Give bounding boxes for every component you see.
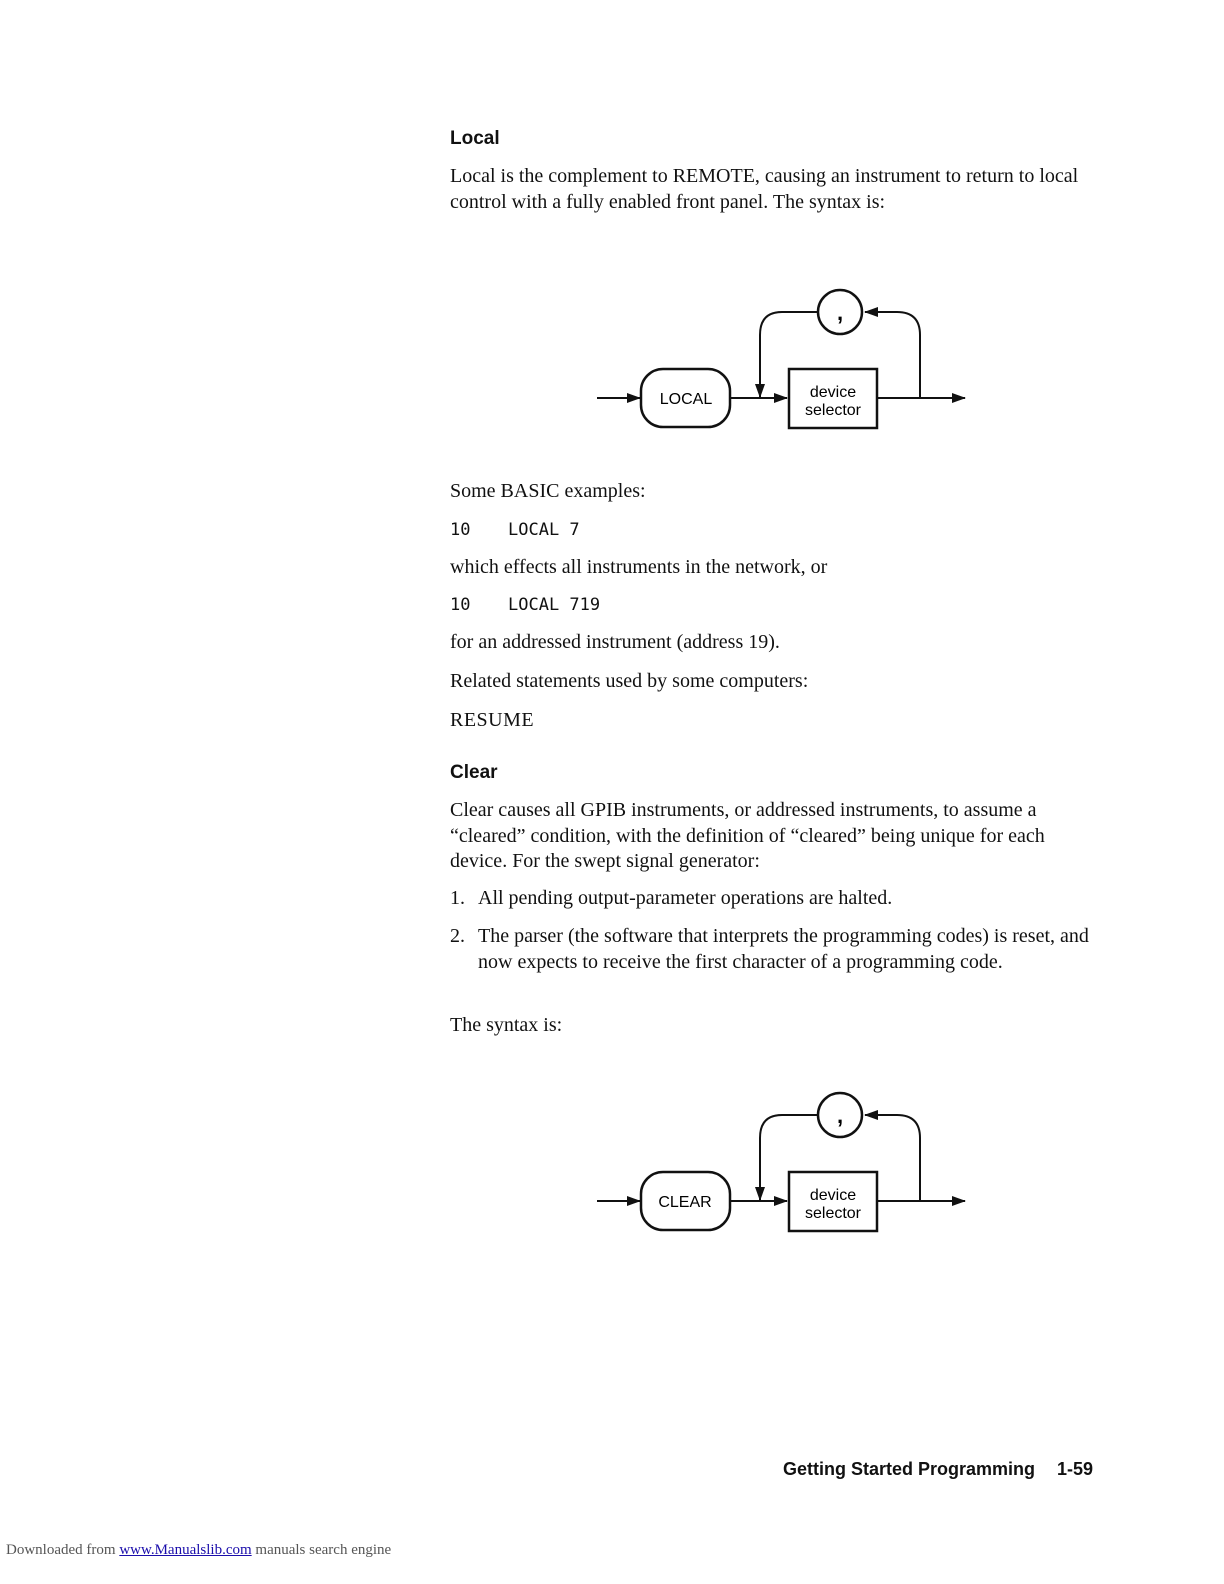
list-item: [450, 924, 1100, 975]
list-item: [450, 886, 1100, 912]
page-footer: [783, 1459, 1093, 1480]
comma-separator-label: ,: [836, 300, 844, 325]
manualslib-link[interactable]: www.Manualslib.com: [119, 1542, 252, 1558]
example-2-line-number: 10: [450, 595, 471, 615]
device-selector-line1: device: [809, 384, 857, 401]
device-selector-line2: selector: [804, 1205, 862, 1222]
list-item-number: 2.: [450, 925, 465, 947]
download-note: [6, 1542, 391, 1559]
footer-section-title: Getting Started Programming: [783, 1459, 1036, 1479]
clear-heading: Clear: [450, 762, 498, 783]
example-1-line-number: 10: [450, 520, 471, 540]
example-2-code: LOCAL 719: [508, 595, 601, 615]
clear-syntax-intro: The syntax is:: [450, 1014, 563, 1036]
footer-page-number: 1-59: [1057, 1459, 1094, 1479]
example-1-code: LOCAL 7: [508, 520, 580, 540]
related-statement: RESUME: [450, 709, 535, 731]
download-note-prefix: Downloaded from: [6, 1542, 116, 1558]
local-intro: Local is the complement to REMOTE, causing an instrument to return to local control with a fully enabled front panel. The syntax is:: [450, 165, 1079, 213]
list-item-text: The parser (the software that interprets the programming codes) is reset, and now expects to receive the first character of a programming code.: [478, 925, 1089, 973]
clear-intro: Clear causes all GPIB instruments, or addressed instruments, to assume a “cleared” condition, with the definition of “cleared” being unique for each device. For the swept signal generator:: [450, 799, 1045, 872]
example-2-note: for an addressed instrument (address 19).: [450, 631, 780, 653]
comma-separator-label: ,: [836, 1103, 844, 1128]
device-selector-line1: device: [809, 1187, 857, 1204]
list-item-text: All pending output-parameter operations are halted.: [478, 887, 893, 909]
example-2: [450, 594, 600, 616]
clear-syntax-diagram: [590, 1083, 980, 1243]
related-intro: Related statements used by some computers:: [450, 670, 809, 692]
examples-intro: Some BASIC examples:: [450, 480, 646, 502]
local-keyword-label: LOCAL: [659, 391, 713, 408]
clear-keyword-label: CLEAR: [658, 1194, 712, 1211]
list-item-number: 1.: [450, 887, 465, 909]
device-selector-line2: selector: [804, 402, 862, 419]
example-1: [450, 519, 580, 541]
download-note-suffix: manuals search engine: [255, 1542, 392, 1558]
local-syntax-diagram: [590, 280, 980, 440]
local-heading: Local: [450, 128, 500, 149]
example-1-note: which effects all instruments in the network, or: [450, 556, 828, 578]
